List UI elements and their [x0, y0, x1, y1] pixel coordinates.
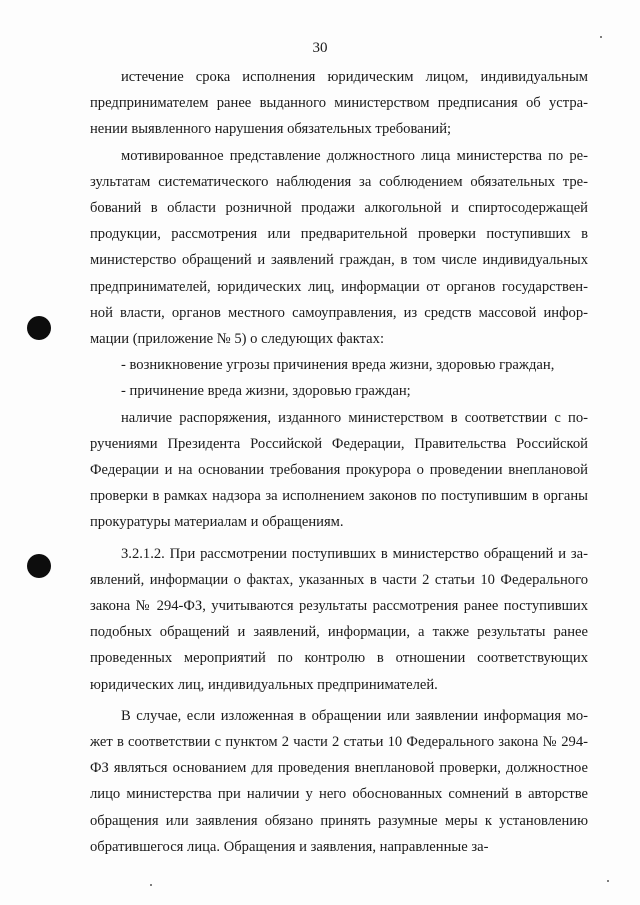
paragraph-5: В случае, если изложенная в обращении или заявлении информация может в соответствии с пунктом 2 части 2 статьи 10 Федерального закона № 294-ФЗ являться основанием для проведения внеплановой проверки, должностное лицо министерства при наличии у него обоснованных сомнений в авторстве обращения или заявления обязано принять разумные меры к установлению обратившегося лица. Обращения и заявления, направленные за-: [90, 707, 588, 855]
list-item-2: - причинение вреда жизни, здоровью граждан;: [121, 383, 411, 400]
paragraph-4: 3.2.1.2. При рассмотрении поступивших в министерство обращений и заявлений, информации о фактах, указанных в части 2 статьи 10 Федерального закона № 294-ФЗ, учитываются результаты рассмотрения ранее поступивших подобных обращений и заявлений, информации, а также результаты ранее проведенных мероприятий по контролю в отношении соответствующих юридических лиц, индивидуальных предпринимателей.: [90, 545, 588, 693]
scan-speck: [600, 36, 602, 38]
paragraph-1: истечение срока исполнения юридическим лицом, индивидуальным предпринимателем ранее выданного министерством предписания об устранении выявленного нарушения обязательных требований;: [90, 69, 588, 138]
punch-hole-mark: [27, 316, 51, 340]
paragraph-2: мотивированное представление должностного лица министерства по результатам систематического наблюдения за соблюдением обязательных требований в области розничной продажи алкогольной и спиртосодержащей продукции, рассмотрения или предварительной проверки поступивших в министерство обращений и заявлений граждан, в том числе индивидуальных предпринимателей, юридических лиц, информации от органов государственной власти, органов местного самоуправления, из средств массовой информации (приложение № 5) о следующих фактах:: [90, 147, 588, 348]
scan-speck: [607, 880, 609, 882]
punch-hole-mark: [27, 554, 51, 578]
paragraph-3: наличие распоряжения, изданного министерством в соответствии с поручениями Президента Российской Федерации, Правительства Российской Федерации и на основании требования прокурора о проведении внеплановой проверки в рамках надзора за исполнением законов по поступившим в органы прокуратуры материалам и обращениям.: [90, 409, 588, 531]
list-item-1: - возникновение угрозы причинения вреда жизни, здоровью граждан,: [121, 357, 555, 374]
document-body: [90, 64, 588, 860]
scan-speck: [150, 884, 152, 886]
page-number: 30: [312, 40, 328, 56]
